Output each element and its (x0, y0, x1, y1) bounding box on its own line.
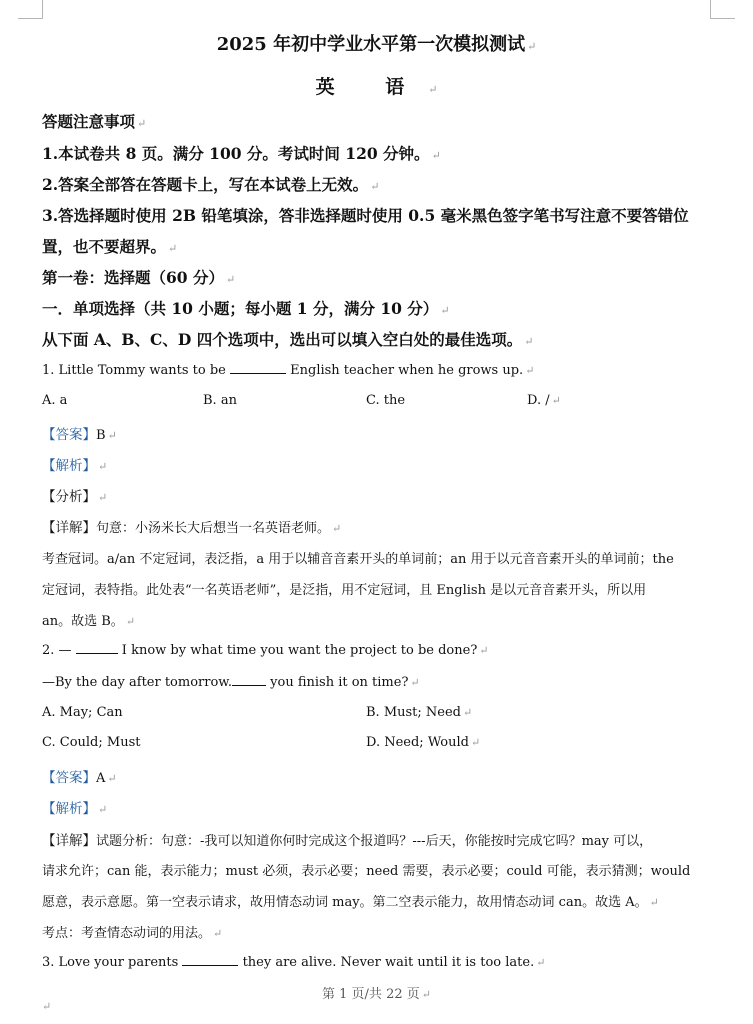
note-item-2: 2.答案全部答在答题卡上，写在本试卷上无效。 ↵ (42, 175, 380, 194)
q2-option-d: D. Need; Would ↵ (366, 735, 481, 750)
q1-option-b: B. an (203, 393, 237, 408)
q1-option-c: C. the (366, 393, 406, 408)
question-3-stem: 3. Love your parents they are alive. Never wait until it is too late. ↵ (42, 955, 546, 970)
q2-detail-4: 考点：考查情态动词的用法。 ↵ (42, 926, 223, 941)
answer-blank (230, 361, 286, 374)
q2-analysis-label: 【解析】 ↵ (42, 801, 108, 817)
q2-option-b: B. Must; Need ↵ (366, 705, 473, 720)
answer-blank (232, 673, 266, 686)
section-instruction: 从下面 A、B、C、D 四个选项中，选出可以填入空白处的最佳选项。 ↵ (42, 330, 534, 349)
answer-blank (182, 953, 238, 966)
part-heading: 第一卷：选择题（60 分） ↵ (42, 268, 236, 287)
q2-detail-1: 【详解】试题分析：句意：-我可以知道你何时完成这个报道吗？---后天，你能按时完成它吗？may 可以， (42, 833, 653, 849)
q1-fenxi-label: 【分析】 ↵ (42, 489, 108, 505)
question-2-line-2: —By the day after tomorrow. you finish it on time? ↵ (42, 675, 420, 690)
notes-heading: 答题注意事项 ↵ (42, 112, 147, 131)
note-item-1: 1.本试卷共 8 页。满分 100 分。考试时间 120 分钟。 ↵ (42, 144, 441, 163)
note-item-3: 3.答选择题时使用 2B 铅笔填涂，答非选择题时使用 0.5 毫米黑色签字笔书写注意不要答错位 (42, 206, 689, 225)
q2-option-a: A. May; Can (42, 705, 123, 720)
note-item-3-cont: 置，也不要超界。 ↵ (42, 237, 178, 256)
exam-title: 2025 年初中学业水平第一次模拟测试 ↵ (216, 34, 537, 55)
question-2-line-1: 2. — I know by what time you want the project to be done? ↵ (42, 643, 489, 658)
q1-answer: 【答案】B ↵ (42, 427, 117, 443)
question-1-stem: 1. Little Tommy wants to be English teacher when he grows up. ↵ (42, 363, 535, 378)
q2-answer: 【答案】A ↵ (42, 770, 117, 786)
q1-detail-4: an。故选 B。 ↵ (42, 614, 136, 629)
subject-title: 英 语 ↵ (315, 76, 438, 98)
q1-detail-1: 【详解】句意：小汤米长大后想当一名英语老师。 ↵ (42, 520, 342, 536)
crop-mark-top-right (710, 0, 735, 19)
q1-detail-2: 考查冠词。a/an 不定冠词，表泛指，a 用于以辅音音素开头的单词前；an 用于以元音音素开头的单词前；the (42, 552, 674, 567)
q1-option-d: D. / ↵ (527, 393, 561, 408)
crop-mark-top-left (18, 0, 43, 19)
q2-detail-3: 愿意，表示意愿。第一空表示请求，故用情态动词 may。第二空表示能力，故用情态动词 can。故选 A。 ↵ (42, 895, 659, 910)
section-heading: 一．单项选择（共 10 小题；每小题 1 分，满分 10 分） ↵ (42, 299, 450, 318)
q1-analysis-label: 【解析】 ↵ (42, 458, 108, 474)
q1-option-a: A. a (42, 393, 68, 408)
paragraph-mark: ↵ (42, 1000, 52, 1013)
q2-detail-2: 请求允许；can 能，表示能力；must 必须，表示必要；need 需要，表示必要；could 可能，表示猜测；would (42, 864, 691, 879)
page-footer: 第 1 页/共 22 页 ↵ (322, 987, 431, 1002)
q2-option-c: C. Could; Must (42, 735, 141, 750)
answer-blank (76, 641, 118, 654)
q1-detail-3: 定冠词，表特指。此处表“一名英语老师”，是泛指，用不定冠词，且 English 是以元音音素开头，所以用 (42, 583, 647, 598)
